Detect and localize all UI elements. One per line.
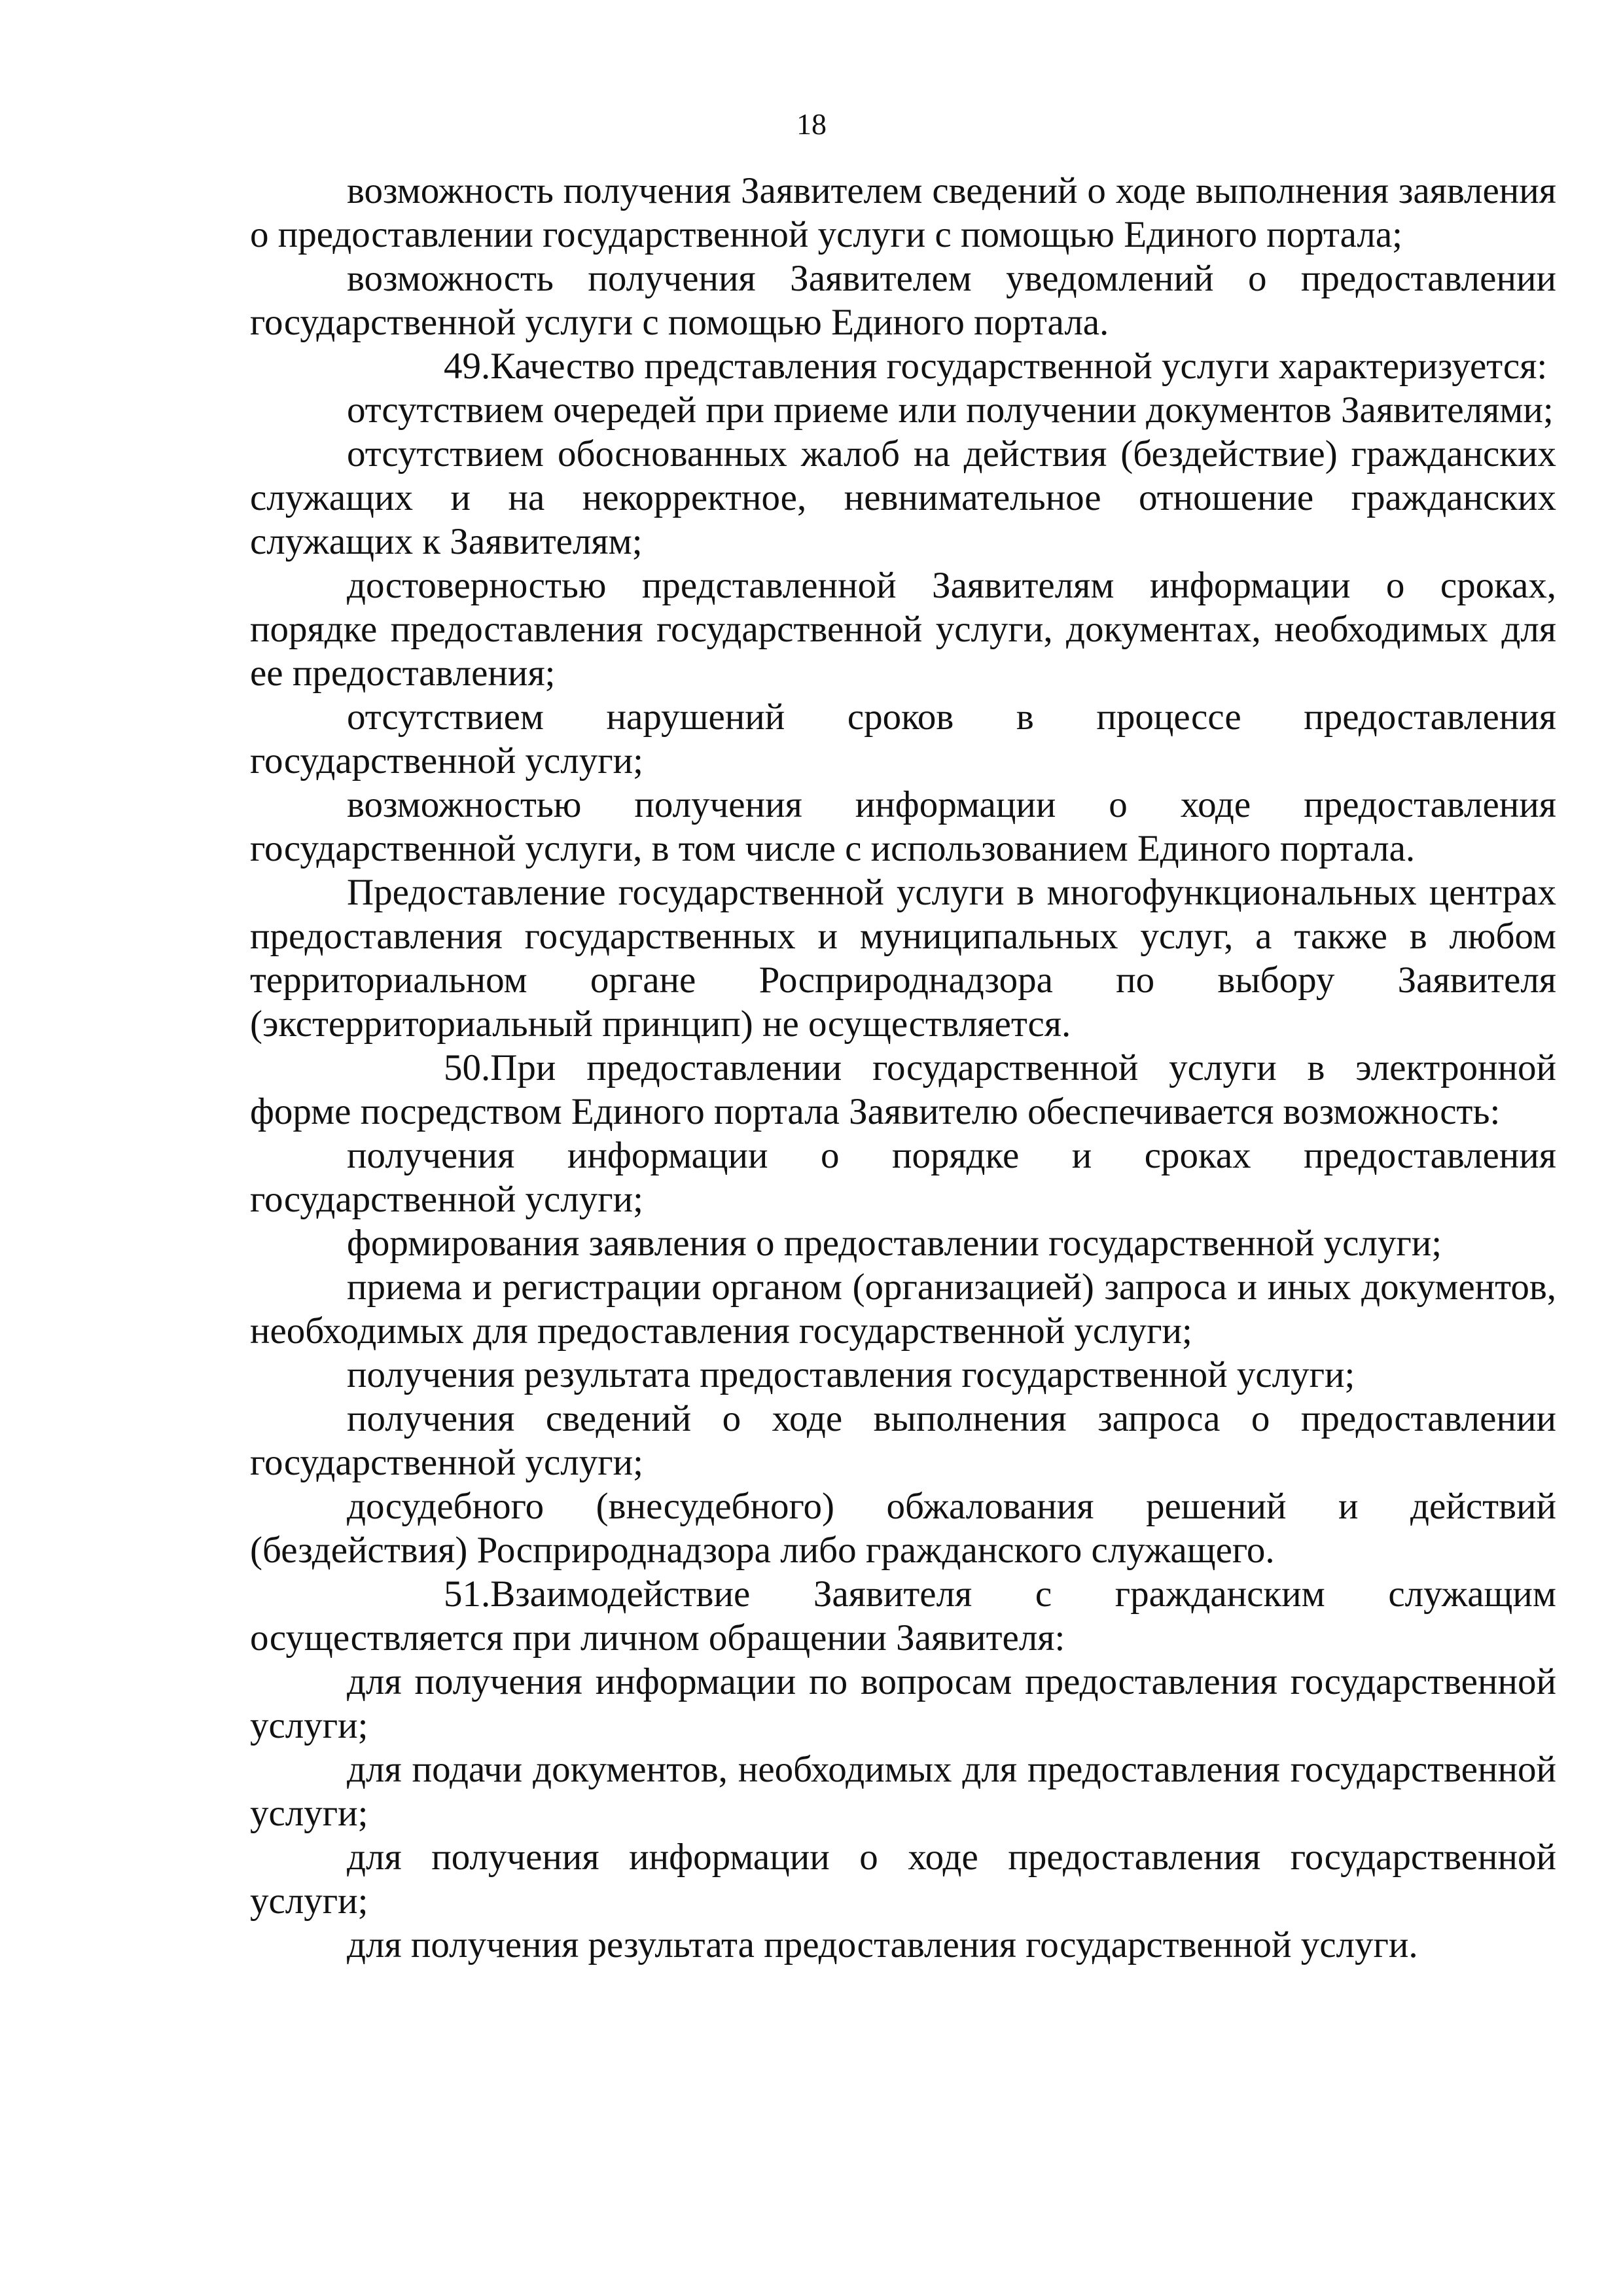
paragraph: получения результата предоставления государственной услуги; (347, 1354, 1355, 1395)
paragraph-text: Качество представления государственной услуги характеризуется: (490, 346, 1548, 387)
paragraph: досудебного (внесудебного) обжалования решений и действий (бездействия) Росприроднадзора либо гражданского служащего. (250, 1486, 1556, 1571)
paragraph: возможность получения Заявителем сведений о ходе выполнения заявления о предоставлении государственной услуги с помощью Единого портала; (250, 170, 1556, 255)
numbered-paragraph (250, 1572, 1556, 1660)
paragraph: для получения информации о ходе предоставления государственной услуги; (250, 1837, 1556, 1922)
paragraph: отсутствием нарушений сроков в процессе предоставления государственной услуги; (250, 696, 1556, 781)
paragraph-number: 51. (444, 1573, 491, 1615)
paragraph: возможностью получения информации о ходе предоставления государственной услуги, в том числе с использованием Единого портала. (250, 784, 1556, 869)
paragraph-text: Взаимодействие Заявителя с гражданским служащим осуществляется при личном обращении Заявителя: (250, 1573, 1556, 1659)
paragraph: получения информации о порядке и сроках предоставления государственной услуги; (250, 1135, 1556, 1220)
paragraph-number: 49. (444, 346, 491, 387)
paragraph: приема и регистрации органом (организацией) запроса и иных документов, необходимых для предоставления государственной услуги; (250, 1266, 1556, 1352)
paragraph: для получения результата предоставления государственной услуги. (347, 1924, 1418, 1965)
paragraph: для получения информации по вопросам предоставления государственной услуги; (250, 1661, 1556, 1746)
paragraph-text: При предоставлении государственной услуги в электронной форме посредством Единого портала Заявителю обеспечивается возможность: (250, 1047, 1556, 1132)
numbered-paragraph (250, 1046, 1556, 1134)
numbered-paragraph (250, 344, 1556, 388)
paragraph: Предоставление государственной услуги в многофункциональных центрах предоставления государственных и муниципальных услуг, а также в любом территориальном органе Росприроднадзора по выбору Заявителя (экстерриториальный принцип) не осуществляется. (250, 872, 1556, 1045)
paragraph: достоверностью представленной Заявителям информации о сроках, порядке предоставления государственной услуги, документах, необходимых для ее предоставления; (250, 565, 1556, 694)
paragraph: отсутствием очередей при приеме или получении документов Заявителями; (347, 389, 1554, 431)
paragraph-number: 50. (444, 1047, 491, 1088)
page-number: 18 (796, 107, 827, 141)
paragraph: получения сведений о ходе выполнения запроса о предоставлении государственной услуги; (250, 1398, 1556, 1483)
paragraph: возможность получения Заявителем уведомлений о предоставлении государственной услуги с помощью Единого портала. (250, 258, 1556, 343)
paragraph: формирования заявления о предоставлении государственной услуги; (347, 1223, 1442, 1264)
document-body (250, 169, 1556, 1967)
paragraph: для подачи документов, необходимых для предоставления государственной услуги; (250, 1749, 1556, 1834)
paragraph: отсутствием обоснованных жалоб на действия (бездействие) гражданских служащих и на некорректное, невнимательное отношение гражданских служащих к Заявителям; (250, 433, 1556, 562)
